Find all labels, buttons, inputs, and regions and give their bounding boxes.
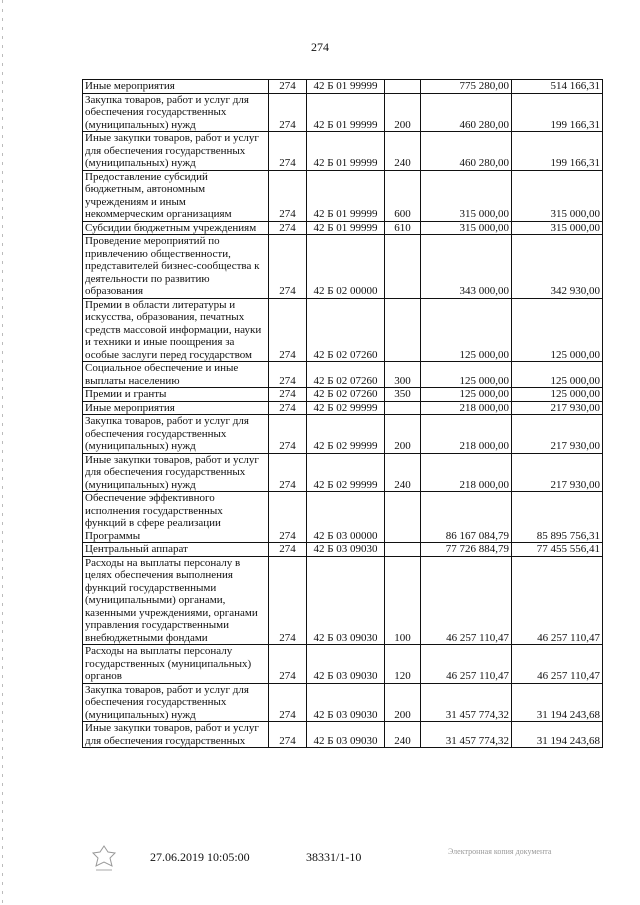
cell-fact: 514 166,31: [512, 80, 603, 94]
cell-name: Расходы на выплаты персоналу государственных (муниципальных) органов: [83, 645, 269, 684]
cell-vr: [385, 298, 421, 362]
cell-plan: 218 000,00: [421, 401, 512, 415]
cell-name: Премии в области литературы и искусства, образования, печатных средств массовой информации, науки и техники и иные поощрения за особые заслуги перед государством: [83, 298, 269, 362]
cell-vr: 240: [385, 722, 421, 748]
table-row: [83, 543, 603, 557]
cell-cs: 42 Б 02 99999: [307, 401, 385, 415]
cell-name: Предоставление субсидий бюджетным, автономным учреждениям и иным некоммерческим организациям: [83, 170, 269, 221]
cell-vr: [385, 401, 421, 415]
cell-fact: 199 166,31: [512, 93, 603, 132]
cell-plan: 460 280,00: [421, 132, 512, 171]
cell-cs: 42 Б 01 99999: [307, 93, 385, 132]
cell-cs: 42 Б 03 09030: [307, 683, 385, 722]
footer-note: Электронная копия документа: [448, 847, 552, 856]
table-row: [83, 298, 603, 362]
footer-date: 27.06.2019 10:05:00: [150, 850, 250, 864]
cell-plan: 31 457 774,32: [421, 683, 512, 722]
budget-table: [82, 79, 603, 748]
cell-cs: 42 Б 03 00000: [307, 492, 385, 543]
cell-plan: 218 000,00: [421, 415, 512, 454]
table-row: [83, 80, 603, 94]
cell-vr: 240: [385, 453, 421, 492]
cell-cs: 42 Б 02 07260: [307, 298, 385, 362]
cell-plan: 315 000,00: [421, 221, 512, 235]
cell-vr: 200: [385, 93, 421, 132]
table-row: [83, 401, 603, 415]
table-row: [83, 221, 603, 235]
cell-gr: 274: [269, 80, 307, 94]
cell-vr: 610: [385, 221, 421, 235]
cell-gr: 274: [269, 93, 307, 132]
table-row: [83, 362, 603, 388]
scan-edge-artifact: [2, 0, 3, 905]
cell-fact: 125 000,00: [512, 388, 603, 402]
cell-gr: 274: [269, 401, 307, 415]
cell-gr: 274: [269, 645, 307, 684]
cell-vr: [385, 492, 421, 543]
table-row: [83, 683, 603, 722]
cell-fact: 217 930,00: [512, 401, 603, 415]
cell-gr: 274: [269, 683, 307, 722]
cell-plan: 31 457 774,32: [421, 722, 512, 748]
table-row: [83, 556, 603, 645]
cell-cs: 42 Б 02 99999: [307, 453, 385, 492]
page-footer: [0, 847, 640, 880]
cell-vr: 350: [385, 388, 421, 402]
cell-vr: 200: [385, 683, 421, 722]
cell-name: Обеспечение эффективного исполнения государственных функций в сфере реализации Программы: [83, 492, 269, 543]
cell-cs: 42 Б 01 99999: [307, 80, 385, 94]
cell-name: Субсидии бюджетным учреждениям: [83, 221, 269, 235]
cell-plan: 77 726 884,79: [421, 543, 512, 557]
cell-gr: 274: [269, 492, 307, 543]
table-row: [83, 645, 603, 684]
cell-vr: 600: [385, 170, 421, 221]
table-row: [83, 170, 603, 221]
table-row: [83, 235, 603, 299]
cell-fact: 217 930,00: [512, 415, 603, 454]
table-row: [83, 453, 603, 492]
cell-plan: 86 167 084,79: [421, 492, 512, 543]
cell-cs: 42 Б 01 99999: [307, 132, 385, 171]
cell-name: Иные закупки товаров, работ и услуг для обеспечения государственных: [83, 722, 269, 748]
cell-name: Иные мероприятия: [83, 80, 269, 94]
cell-fact: 46 257 110,47: [512, 645, 603, 684]
cell-gr: 274: [269, 221, 307, 235]
cell-plan: 125 000,00: [421, 388, 512, 402]
cell-gr: 274: [269, 170, 307, 221]
cell-plan: 775 280,00: [421, 80, 512, 94]
cell-name: Иные закупки товаров, работ и услуг для обеспечения государственных (муниципальных) нужд: [83, 132, 269, 171]
cell-fact: 199 166,31: [512, 132, 603, 171]
cell-fact: 217 930,00: [512, 453, 603, 492]
cell-vr: 200: [385, 415, 421, 454]
cell-gr: 274: [269, 556, 307, 645]
cell-name: Иные закупки товаров, работ и услуг для обеспечения государственных (муниципальных) нужд: [83, 453, 269, 492]
table-row: [83, 93, 603, 132]
cell-name: Иные мероприятия: [83, 401, 269, 415]
cell-gr: 274: [269, 235, 307, 299]
cell-vr: [385, 80, 421, 94]
table-row: [83, 492, 603, 543]
cell-name: Премии и гранты: [83, 388, 269, 402]
cell-fact: 31 194 243,68: [512, 683, 603, 722]
cell-name: Проведение мероприятий по привлечению общественности, представителей бизнес-сообщества к деятельности по развитию образования: [83, 235, 269, 299]
cell-plan: 46 257 110,47: [421, 645, 512, 684]
cell-gr: 274: [269, 415, 307, 454]
cell-fact: 315 000,00: [512, 170, 603, 221]
cell-name: Центральный аппарат: [83, 543, 269, 557]
cell-gr: 274: [269, 362, 307, 388]
cell-fact: 125 000,00: [512, 362, 603, 388]
cell-fact: 77 455 556,41: [512, 543, 603, 557]
cell-gr: 274: [269, 132, 307, 171]
cell-cs: 42 Б 01 99999: [307, 221, 385, 235]
cell-fact: 46 257 110,47: [512, 556, 603, 645]
cell-plan: 460 280,00: [421, 93, 512, 132]
cell-plan: 315 000,00: [421, 170, 512, 221]
cell-plan: 125 000,00: [421, 298, 512, 362]
cell-name: Расходы на выплаты персоналу в целях обеспечения выполнения функций государственными (муниципальными) органами, казенными учреждениями, органами управления государственными внебюджетными фондами: [83, 556, 269, 645]
cell-cs: 42 Б 03 09030: [307, 645, 385, 684]
cell-vr: [385, 543, 421, 557]
cell-fact: 85 895 756,31: [512, 492, 603, 543]
cell-cs: 42 Б 02 07260: [307, 362, 385, 388]
cell-cs: 42 Б 02 99999: [307, 415, 385, 454]
table-row: [83, 132, 603, 171]
cell-gr: 274: [269, 543, 307, 557]
table-row: [83, 722, 603, 748]
cell-cs: 42 Б 03 09030: [307, 543, 385, 557]
cell-cs: 42 Б 02 07260: [307, 388, 385, 402]
cell-plan: 46 257 110,47: [421, 556, 512, 645]
cell-vr: [385, 235, 421, 299]
cell-vr: 120: [385, 645, 421, 684]
table-row: [83, 388, 603, 402]
cell-name: Закупка товаров, работ и услуг для обеспечения государственных (муниципальных) нужд: [83, 93, 269, 132]
cell-vr: 300: [385, 362, 421, 388]
cell-plan: 125 000,00: [421, 362, 512, 388]
cell-fact: 125 000,00: [512, 298, 603, 362]
table-row: [83, 415, 603, 454]
cell-cs: 42 Б 03 09030: [307, 722, 385, 748]
cell-cs: 42 Б 02 00000: [307, 235, 385, 299]
cell-cs: 42 Б 01 99999: [307, 170, 385, 221]
cell-vr: 240: [385, 132, 421, 171]
cell-fact: 342 930,00: [512, 235, 603, 299]
cell-name: Закупка товаров, работ и услуг для обеспечения государственных (муниципальных) нужд: [83, 683, 269, 722]
cell-plan: 343 000,00: [421, 235, 512, 299]
cell-cs: 42 Б 03 09030: [307, 556, 385, 645]
stamp-icon: [90, 844, 118, 874]
cell-plan: 218 000,00: [421, 453, 512, 492]
cell-gr: 274: [269, 453, 307, 492]
cell-gr: 274: [269, 388, 307, 402]
cell-name: Закупка товаров, работ и услуг для обеспечения государственных (муниципальных) нужд: [83, 415, 269, 454]
cell-name: Социальное обеспечение и иные выплаты населению: [83, 362, 269, 388]
cell-gr: 274: [269, 298, 307, 362]
cell-vr: 100: [385, 556, 421, 645]
cell-fact: 315 000,00: [512, 221, 603, 235]
footer-doc-number: 38331/1-10: [306, 850, 362, 864]
page-number: 274: [311, 40, 329, 54]
cell-fact: 31 194 243,68: [512, 722, 603, 748]
cell-gr: 274: [269, 722, 307, 748]
